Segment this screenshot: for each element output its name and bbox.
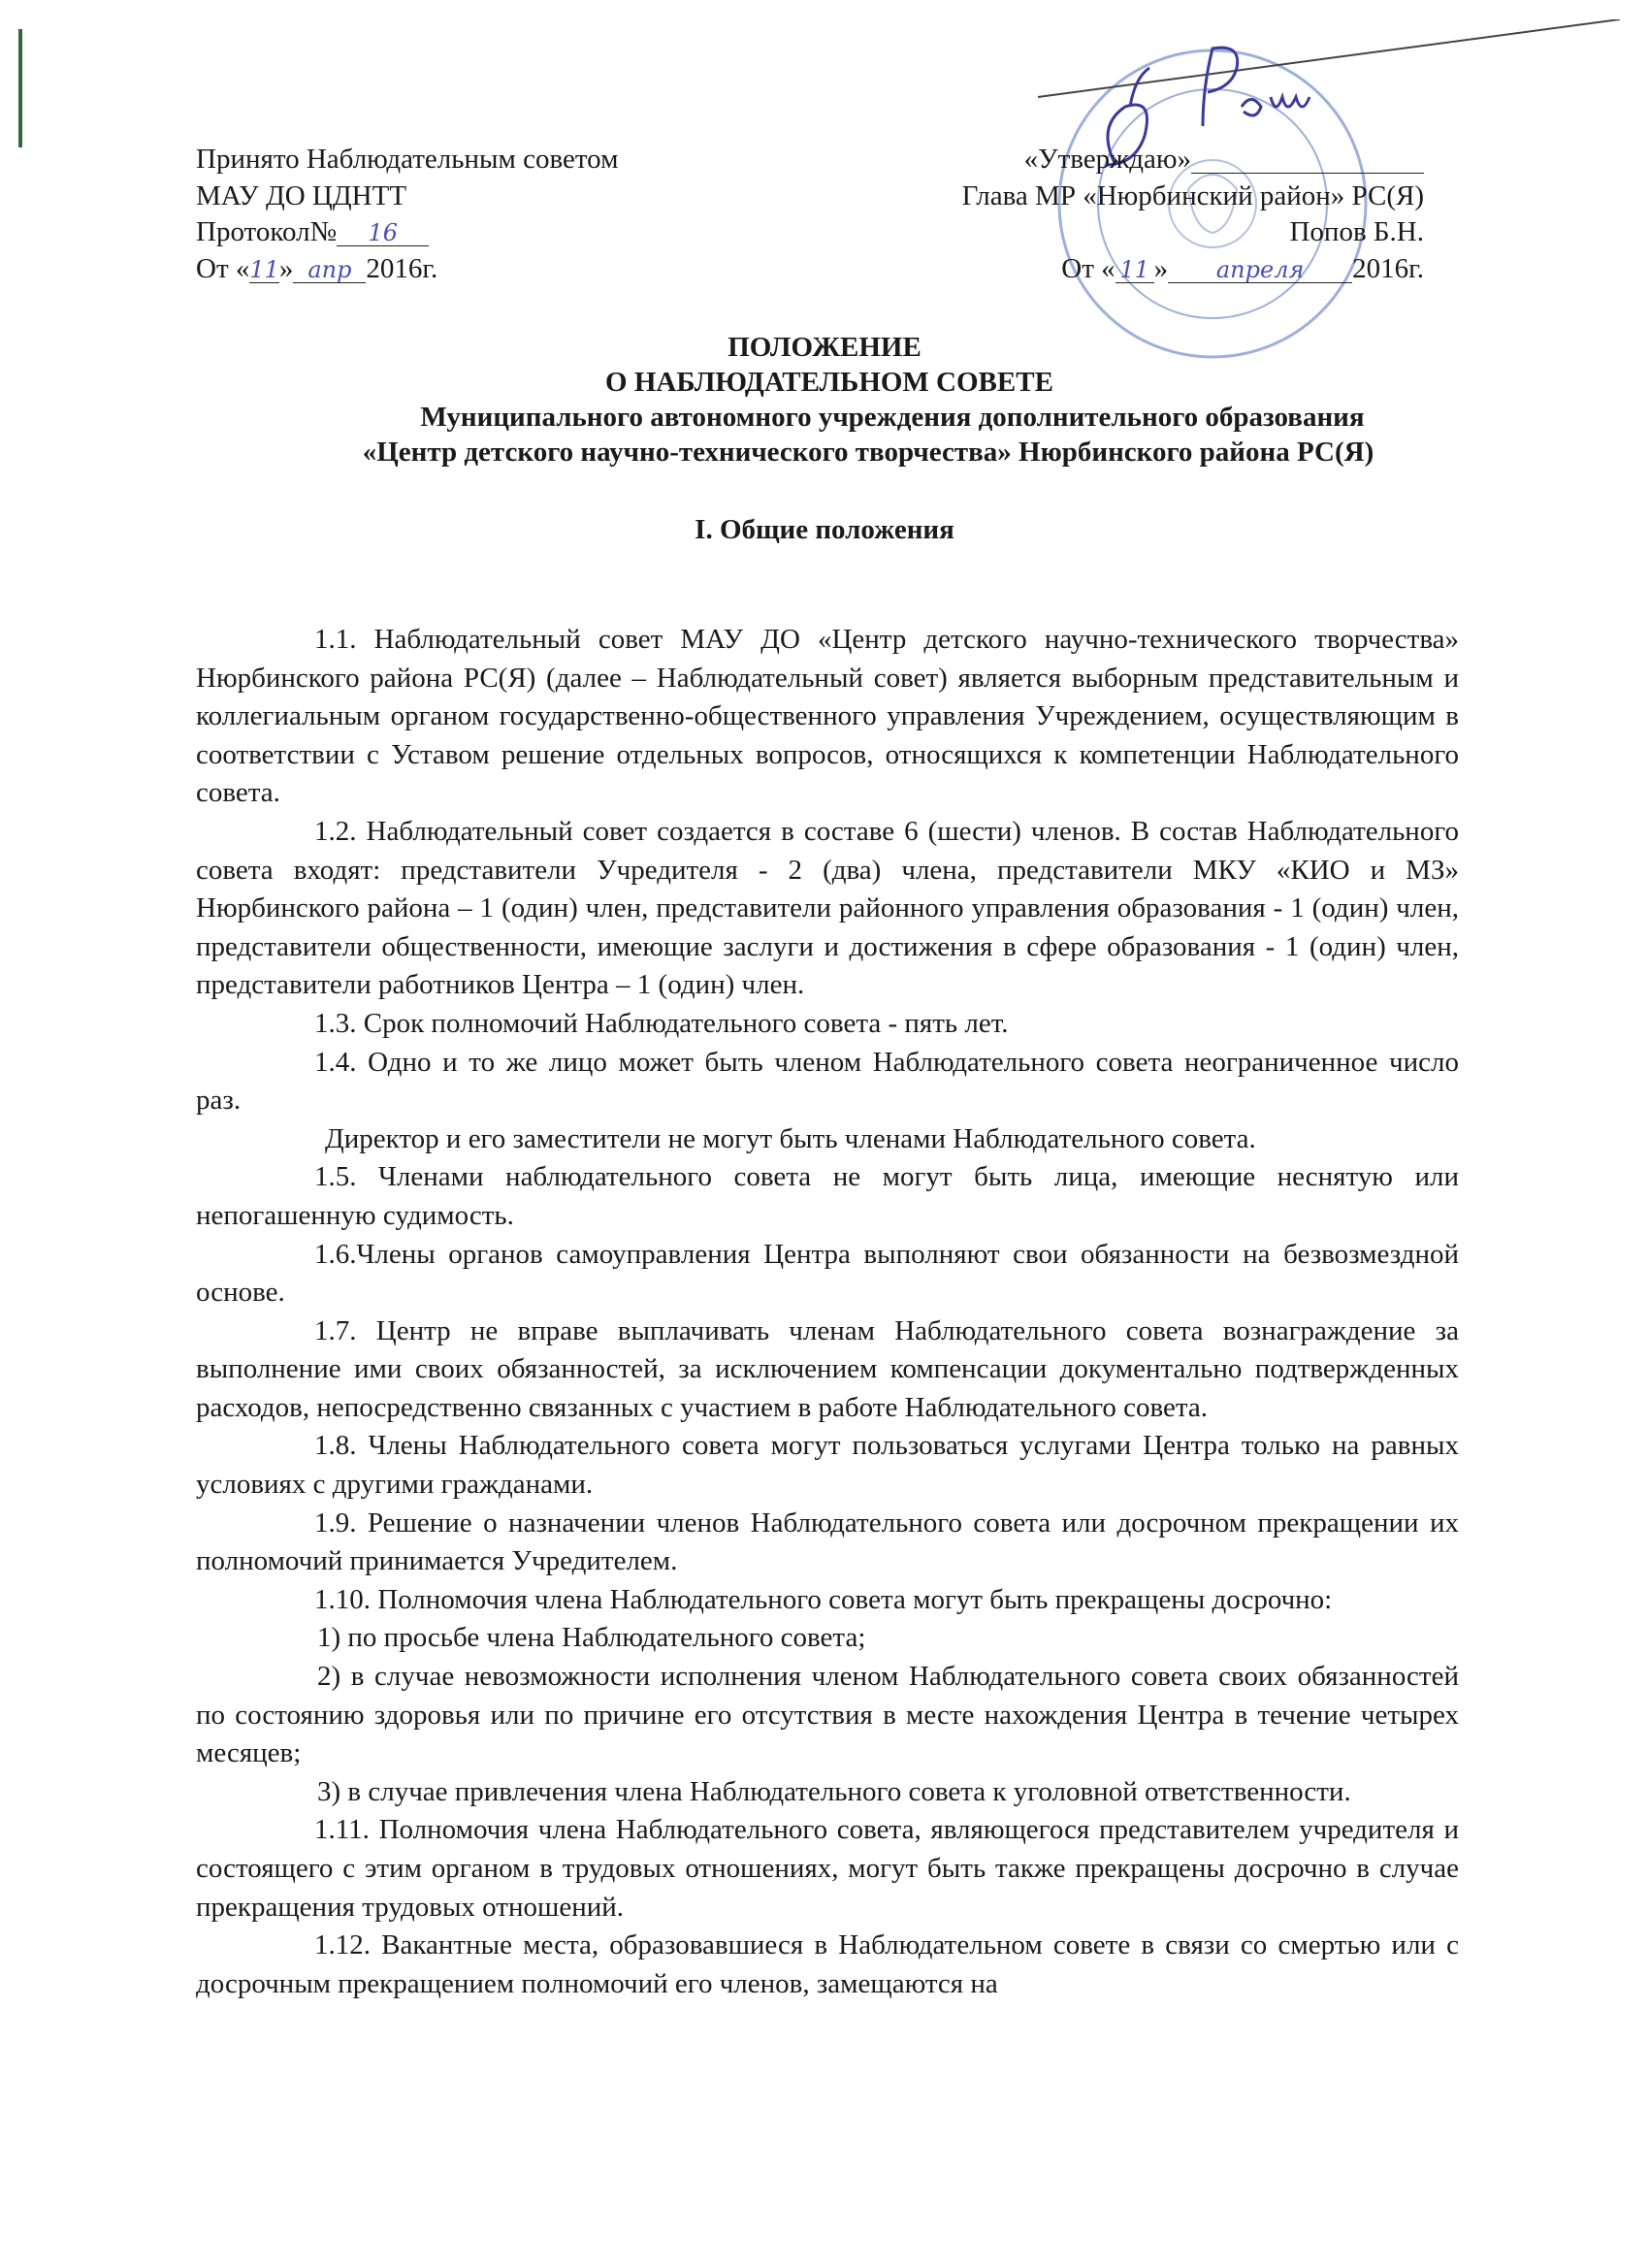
- protocol-line: [196, 214, 618, 251]
- section-title: I. Общие положения: [695, 514, 954, 545]
- approver-name: Попов Б.Н.: [1289, 216, 1424, 247]
- date-month: апр: [293, 257, 366, 283]
- paragraph: 1.2. Наблюдательный совет создается в составе 6 (шести) членов. В состав Наблюдательного совета входят: представители Учредителя - 2 (два) члена, представители МКУ «КИО и МЗ» Нюрбинского района – 1 (один) член, представители районного управления образования - 1 (один) член, представители общественности, имеющие заслуги и достижения в сфере образования - 1 (один) член, представители работников Центра – 1 (один) член.: [196, 815, 1459, 1001]
- paragraph: 1.11. Полномочия члена Наблюдательного совета, являющегося представителем учредителя и состоящего с этим органом в трудовых отношениях, могут быть также прекращены досрочно в случае прекращения трудовых отношений.: [196, 1814, 1459, 1923]
- protocol-label: Протокол№: [196, 216, 338, 247]
- adopted-by: Принято Наблюдательным советом: [196, 144, 619, 175]
- paragraph: 1.6.Члены органов самоуправления Центра выполняют свои обязанности на безвозмездной основе.: [196, 1238, 1459, 1309]
- title-line-2: О НАБЛЮДАТЕЛЬНОМ СОВЕТЕ: [605, 367, 1053, 398]
- paragraph: 1.12. Вакантные места, образовавшиеся в Наблюдательном совете в связи со смертью или с досрочным прекращением полномочий его членов, замещаются на: [196, 1929, 1459, 1999]
- date-month: апреля: [1168, 257, 1352, 283]
- date-quote: »: [278, 252, 294, 284]
- date-prefix: От «: [196, 252, 250, 284]
- title-line-1: ПОЛОЖЕНИЕ: [728, 332, 922, 363]
- list-item: 1) по просьбе члена Наблюдательного совета;: [317, 1622, 866, 1654]
- list-item: 3) в случае привлечения члена Наблюдательного совета к уголовной ответственности.: [317, 1775, 1351, 1807]
- paragraph: 1.4. Одно и то же лицо может быть членом Наблюдательного совета неограниченное число раз.: [196, 1046, 1459, 1117]
- paragraph: 1.9. Решение о назначении членов Наблюдательного совета или досрочном прекращении их полномочий принимается Учредителем.: [196, 1507, 1459, 1577]
- paragraph: 1.7. Центр не вправе выплачивать членам Наблюдательного совета вознаграждение за выполнение ими своих обязанностей, за исключением компенсации документально подтвержденных расходов, непосредственно связанных с участием в работе Наблюдательного совета.: [196, 1314, 1459, 1423]
- approver-position: Глава МР «Нюрбинский район» РС(Я): [961, 179, 1424, 211]
- paragraph: Директор и его заместители не могут быть членами Наблюдательного совета.: [325, 1122, 1256, 1154]
- paragraph: 1.5. Членами наблюдательного совета не могут быть лица, имеющие неснятую или непогашенную судимость.: [196, 1161, 1459, 1231]
- date-day: 11: [1116, 257, 1154, 283]
- date-prefix: От «: [1061, 252, 1116, 284]
- document-title: [0, 330, 1649, 470]
- approve-line: [962, 142, 1424, 178]
- date-year: 2016г.: [1352, 252, 1424, 284]
- protocol-number: 16: [337, 220, 429, 246]
- title-line-3: Муниципального автономного учреждения дополнительного образования: [420, 402, 1365, 433]
- approval-block: [962, 142, 1424, 287]
- paragraph: 1.10. Полномочия члена Наблюдательного совета могут быть прекращены досрочно:: [314, 1583, 1333, 1615]
- approve-label: «Утверждаю»: [1023, 144, 1191, 175]
- approval-date: [962, 251, 1424, 288]
- date-quote: »: [1153, 252, 1169, 284]
- document-body: [196, 621, 1459, 2003]
- adopted-block: [196, 142, 618, 287]
- title-line-4: «Центр детского научно-технического творчества» Нюрбинского района РС(Я): [362, 437, 1374, 468]
- margin-mark: [18, 29, 22, 147]
- date-year: 2016г.: [366, 252, 438, 284]
- date-day: 11: [249, 255, 279, 283]
- list-item: 2) в случае невозможности исполнения членом Наблюдательного совета своих обязанностей по состоянию здоровья или по причине его отсутствия в месте нахождения Центра в течение четырех месяцев;: [196, 1661, 1459, 1769]
- paragraph: 1.3. Срок полномочий Наблюдательного совета - пять лет.: [314, 1007, 1009, 1039]
- adopted-date: [196, 251, 618, 288]
- paragraph: 1.8. Члены Наблюдательного совета могут пользоваться услугами Центра только на равных условиях с другими гражданами.: [196, 1430, 1459, 1501]
- organization: МАУ ДО ЦДНТТ: [196, 179, 407, 211]
- paragraph: 1.1. Наблюдательный совет МАУ ДО «Центр детского научно-технического творчества» Нюрбинского района РС(Я) (далее – Наблюдательный совет) является выборным представительным и коллегиальным органом государственно-общественного управления Учреждением, осуществляющим в соответствии с Уставом решение отдельных вопросов, относящихся к компетенции Наблюдательного совета.: [196, 624, 1459, 809]
